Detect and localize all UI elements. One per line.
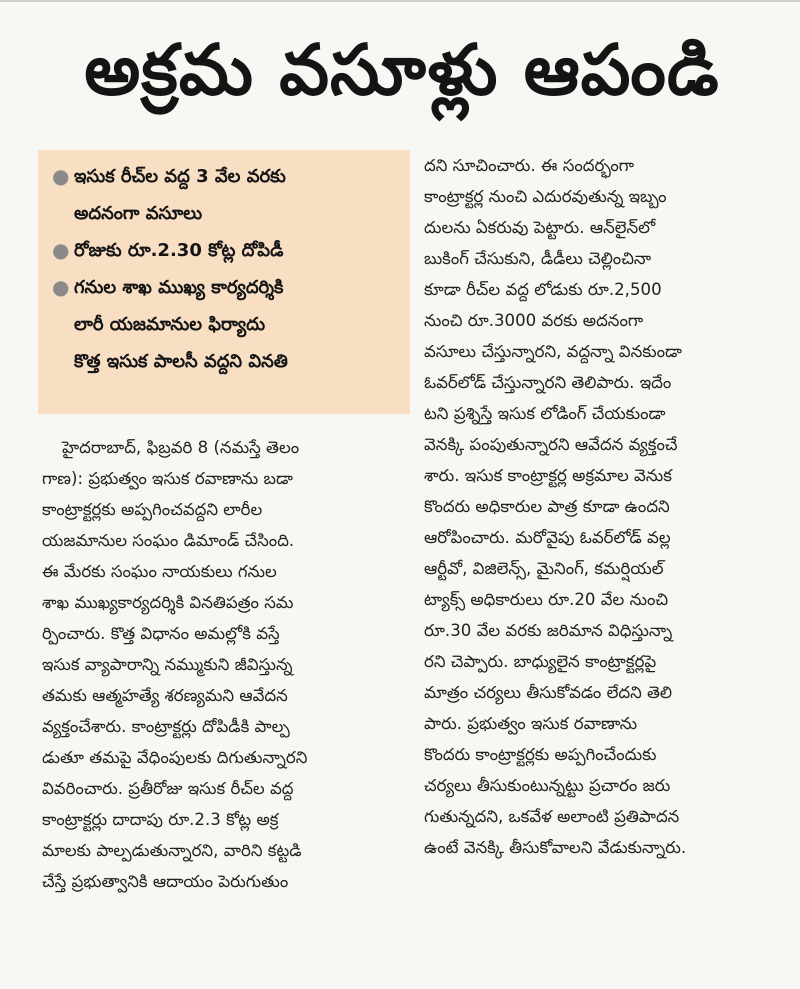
- body-line: రని చెప్పారు. బాధ్యులైన కాంట్రాక్టర్లపై: [424, 652, 657, 671]
- body-line: చర్యలు తీసుకుంటున్నట్టు ప్రచారం జరు: [424, 776, 671, 795]
- body-line: గాణ): ప్రభుత్వం ఇసుక రవాణాను బడా: [42, 469, 293, 488]
- body-line: వెనక్కి పంపుతున్నారని ఆవేదన వ్యక్తంచే: [424, 435, 678, 454]
- body-line: కూడా రీచ్‌ల వద్ద లోడుకు రూ.2,500: [424, 280, 662, 299]
- body-line: రూ.30 వేల వరకు జరిమాన విధిస్తున్నా: [424, 621, 673, 640]
- body-line: మాత్రం చర్యలు తీసుకోవడం లేదని తెలి: [424, 683, 673, 702]
- body-line: దని సూచించారు. ఈ సందర్భంగా: [424, 156, 635, 175]
- body-line: వ్యక్తంచేశారు. కాంట్రాక్టర్లు దోపిడీకి పాల్ప: [42, 717, 290, 736]
- body-line: ఇసుక వ్యాపారాన్ని నమ్ముకుని జీవిస్తున్న: [42, 655, 293, 674]
- body-line: కొందరు కాంట్రాక్టర్లకు అప్పగించేందుకు: [424, 745, 657, 764]
- highlight-text: గనుల శాఖ ముఖ్య కార్యదర్శికి లారీ యజమానుల ఫిర్యాదు కొత్త ఇసుక పాలసీ వద్దని వినతి: [74, 277, 288, 372]
- body-line: హైదరాబాద్, ఫిబ్రవరి 8 (నమస్తే తెలం: [62, 438, 300, 457]
- article-body-right-column: [424, 150, 798, 863]
- body-line: వసూలు చేస్తున్నారని, వద్దన్నా వినకుండా: [424, 342, 682, 361]
- article-headline: అక్రమ వసూళ్లు ఆపండి: [84, 29, 720, 111]
- body-line: నుంచి రూ.3000 వరకు అదనంగా: [424, 311, 644, 330]
- body-line: శాఖ ముఖ్యకార్యదర్శికి వినతిపత్రం సమ: [42, 593, 294, 612]
- body-line: డుతూ తమపై వేధింపులకు దిగుతున్నారని: [42, 748, 308, 767]
- body-line: చేస్తే ప్రభుత్వానికి ఆదాయం పెరుగుతుం: [42, 872, 289, 891]
- highlights-box: [38, 150, 410, 414]
- body-line: కాంట్రాక్టర్లు దాదాపు రూ.2.3 కోట్ల అక్ర: [42, 810, 279, 829]
- body-line: ఆరోపించారు. మరోవైపు ఓవర్‌లోడ్ వల్ల: [424, 528, 671, 547]
- body-line: టని ప్రశ్నిస్తే ఇసుక లోడింగ్ చేయకుండా: [424, 404, 666, 423]
- body-line: పారు. ప్రభుత్వం ఇసుక రవాణాను: [424, 714, 638, 733]
- body-line: కాంట్రాక్టర్లకు అప్పగించవద్దని లారీల: [42, 500, 263, 519]
- highlight-text: ఇసుక రీచ్‌ల వద్ద 3 వేల వరకు అదనంగా వసూలు: [74, 166, 286, 224]
- body-line: ఉంటే వెనక్కి తీసుకోవాలని వేడుకున్నారు.: [424, 838, 687, 857]
- body-line: ఓవర్‌లోడ్ చేస్తున్నారని తెలిపారు. ఇదేం: [424, 373, 672, 392]
- bullet-icon: ●: [52, 275, 70, 299]
- bullet-icon: ●: [52, 164, 70, 188]
- body-line: మాలకు పాల్పడుతున్నారని, వారిని కట్టడి: [42, 841, 302, 860]
- body-line: ట్యాక్స్ అధికారులు రూ.20 వేల నుంచి: [424, 590, 669, 609]
- highlight-item: [52, 158, 404, 232]
- body-line: తమకు ఆత్మహత్యే శరణ్యమని ఆవేదన: [42, 686, 288, 705]
- body-line: వివరించారు. ప్రతీరోజు ఇసుక రీచ్‌ల వద్ద: [42, 779, 294, 798]
- body-line: ఈ మేరకు సంఘం నాయకులు గనుల: [42, 562, 277, 581]
- top-divider: [0, 0, 800, 2]
- highlight-text: రోజుకు రూ.2.30 కోట్ల దోపిడీ: [74, 240, 284, 261]
- body-line: ఆర్టీవో, విజిలెన్స్, మైనింగ్, కమర్షియల్: [424, 559, 664, 578]
- highlight-item: [52, 269, 404, 380]
- body-line: గుతున్నదని, ఒకవేళ అలాంటి ప్రతిపాదన: [424, 807, 680, 826]
- bullet-icon: ●: [52, 238, 70, 262]
- body-line: శారు. ఇసుక కాంట్రాక్టర్ల అక్రమాల వెనుక: [424, 466, 672, 485]
- highlight-item: [52, 232, 404, 269]
- body-line: కాంట్రాక్టర్ల నుంచి ఎదురవుతున్న ఇబ్బం: [424, 187, 667, 206]
- body-line: కొందరు అధికారుల పాత్ర కూడా ఉందని: [424, 497, 670, 516]
- body-line: దులను ఏకరువు పెట్టారు. ఆన్‌లైన్‌లో: [424, 218, 656, 237]
- body-line: యజమానుల సంఘం డిమాండ్ చేసింది.: [42, 531, 295, 550]
- body-line: ర్పించారు. కొత్త విధానం అమల్లోకి వస్తే: [42, 624, 280, 643]
- body-line: బుకింగ్ చేసుకుని, డీడీలు చెల్లించినా: [424, 249, 652, 268]
- article-body-left-column: [42, 432, 416, 897]
